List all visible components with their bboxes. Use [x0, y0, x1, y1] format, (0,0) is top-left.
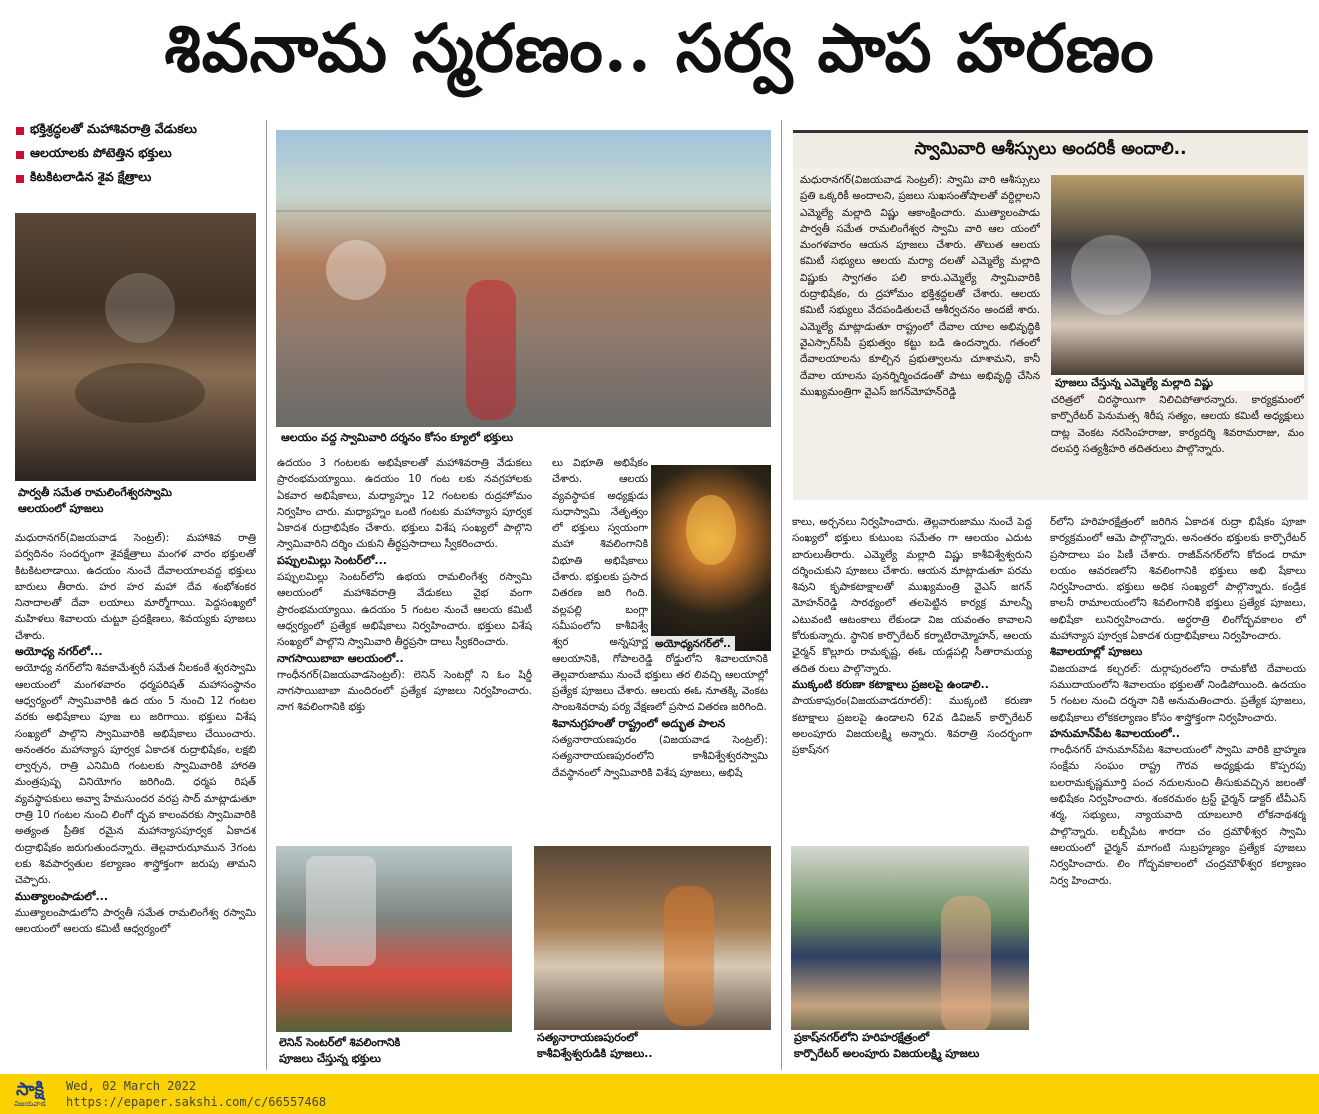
highlight-item [16, 169, 256, 188]
footer-meta [60, 1078, 326, 1110]
highlight-text: ఆలయాలకు పోటెత్తిన భక్తులు [30, 145, 172, 160]
article-paragraph: చరిత్రలో చిరస్థాయిగా నిలిచిపోతారన్నారు. కార్యక్రమంలో కార్పొరేటర్‌ పెనుమత్స శిరీష సత్యం, ఆలయ కమిటీ అధ్యక్షులు దాట్ల వెంకట నరసింహరాజు, కార్యదర్శి శివరామరాజు, మం దలపర్తి సత్యశ్రీహరి తదితరులు పాల్గొన్నారు. [1051, 394, 1304, 455]
caption-line: కాశీవిశ్వేశ్వరుడికి పూజలు.. [537, 1047, 653, 1060]
footer-bar [0, 1074, 1319, 1114]
sakshi-logo[interactable] [0, 1074, 60, 1114]
caption-line: ఆలయంలో పూజలు [18, 502, 104, 515]
article-paragraph: మధురానగర్‌(విజయవాడ సెంట్రల్‌): మహాశివ రాత్రి పర్వదినం సందర్భంగా శైవక్షేత్రాలు మంగళ వారం భక్తులతో కిటకిటలాడాయి. ఉదయం నుంచే దేవాలయాలవద్ద భక్తులు బారులు తీరారు. హర హర మహా దేవ శంభోశంకర నినాదాలతో దేవా లయాలు మార్మోగాయి. పెద్దసంఖ్యలో మహిళలు శివాలయ చుట్టూ ప్రదక్షిణలు, శివయ్యకు పూజలు చేశారు. [15, 532, 256, 642]
photo-caption [534, 1030, 771, 1062]
article-paragraph: మధురానగర్‌(విజయవాడ సెంట్రల్‌): స్వామి వారి ఆశీస్సులు ప్రతి ఒక్కరికీ అందాలని, ప్రజలు సుఖసంతోషాలతో వర్ధిల్లాలని ఎమ్మెల్యే మల్లాది విష్ణు ఆకాంక్షించారు. ముత్యాలంపాడు పార్వతీ సమేత రామలింగేశ్వర స్వామి వారి ఆల యంలో మంగళవారం ఆయన పూజలు చేశారు. తొలుత ఆలయ కమిటీ సభ్యులు ఆలయ మర్యా దలతో ఎమ్మెల్యే మల్లాది విష్ణుకు స్వాగతం పలి కారు.ఎమ్మెల్యే స్వామివారికి రుద్రాభిషేకం, రు ద్రహోమం భక్తిశ్రద్ధలతో చేశారు. ఆలయ కమిటీ సభ్యులు వేదపండితులచే ఆశీర్వచనం అందజే శారు. ఎమ్మెల్యే మాట్లాడుతూ రాష్ట్రంలో దేవాల యాల అభివృద్ధికి వైఎస్సార్‌సీపీ ప్రభుత్వం కట్టు బడి ఉందన్నారు. గతంలో దేవాలయాలను కూల్చిన ప్రభుత్వాలను చూశామని, కానీ దేవాల యాలను పునర్నిర్మించడంతో పాటు అభివృద్ధి చేసిన ముఖ్యమంత్రిగా వైఎస్‌ జగన్‌మోహన్‌రెడ్డి [800, 174, 1040, 398]
article-paragraph: విజయవాడ కల్చరల్‌: దుర్గాపురంలోని రామకోటి దేవాలయ సముదాయంలోని శివాలయం భక్తులతో నిండిపోయింది. ఉదయం 5 గంటల నుంచి దర్శనా నికి అనుమతించారు. ప్రత్యేక పూజలు, అభిషేకాలు లోకకల్యాణం కోసం శాస్త్రోక్తంగా నిర్వహించారు. [1050, 662, 1306, 724]
edition-date: Wed, 02 March 2022 [66, 1079, 197, 1093]
article-paragraph: కాలు, అర్చనలు నిర్వహించారు. తెల్లవారుజాము నుంచే పెద్ద సంఖ్యలో భక్తులు కుటుంబ సమేతం గా ఆలయం ఎదుట బారులుతీరారు. ఎమ్మెల్యే మల్లాది విష్ణు కాశీవిశ్వేశ్వరుని దర్శించుకుని పూజలు చేశారు. ఆయన మాట్లాడుతూ పరమ శివుని కృపాకటాక్షాలతో ముఖ్యమంత్రి వైఎస్‌ జగన్‌ మోహన్‌రెడ్డి సారథ్యంలో తలపెట్టిన కార్యక్ర మాలన్నీ ఎటువంటి ఆటంకాలు లేకుండా విజ యవంతం కావాలని కోరుకున్నారు. స్థానిక కార్పొరేటర్‌ కర్నాటిరామ్మోహన్, ఆలయ ఛైర్మన్‌ కొల్లూరు రామకృష్ణ, ఈఓ యడ్లపల్లి సీతారామయ్య తదిత రులు పాల్గొన్నారు. [792, 516, 1032, 675]
article-column [277, 455, 532, 840]
article-subhead: ముక్కంటి కరుణా కటాక్షాలు ప్రజలపై ఉండాలి.. [792, 677, 989, 691]
article-column [15, 530, 256, 1070]
caption-line: సత్యనారాయణపురంలో [537, 1031, 638, 1044]
highlights-list [16, 121, 256, 193]
bullet-icon [16, 175, 24, 183]
photo-caption: అయోధ్యనగర్‌లో.. [651, 636, 735, 652]
mla-puja-photo [1051, 175, 1304, 375]
article-paragraph: అయోధ్య నగర్‌లోని శివకామేశ్వరీ సమేత నీలకంఠే శ్వరస్వామి ఆలయంలో మంగళవారం ధర్మపరిషత్‌ మహాసంస్థానం ఆధ్వర్యంలో స్వామివారికి ఉద యం 5 నుంచి 12 గంటల వరకు అభిషేకాలు పూజ లు జరిగాయి. భక్తులు విశేష సంఖ్యలో పాల్గొని స్వామివారికి అభిషేకాలు చేయించారు. అనంతరం మహాన్యాస పూర్వక ఏకాదశ రుద్రాభిషేకం, లక్షబి ల్వార్చన, రాత్రి ఎనిమిది గంటలకు స్వామివారికి హారతి మంత్రపుష్ప వినియోగం జరిగింది. ధర్మప రిషత్‌ వ్యవస్థాపకులు అవ్వా హేమసుందర వరప్ర సాద్‌ మాట్లాడుతూ రాత్రి 10 గంటల నుంచి లింగో ద్భవ కాలంవరకు స్వామివారికి అత్యంత ప్రీతిక రమైన మహాన్యాసపూర్వక ఏకాదశ రుద్రాభిషేకం జరుగుతుందన్నారు. తెల్లవారుఝామున 3గంట లకు శివపార్వతుల కల్యాణం శాస్త్రోక్తంగా జరుపు తామని చెప్పారు. [15, 662, 256, 887]
article-subhead: ముత్యాలంపాడులో... [15, 889, 109, 903]
article-paragraph: ర్‌లోని హరిహరక్షేత్రంలో జరిగిన ఏకాదశ రుద్రా భిషేకం పూజా కార్యక్రమంలో ఆమె పాల్గొన్నారు. అనంతరం భక్తులకు కార్పొరేటర్‌ ప్రసాదాలు పం పిణీ చేశారు. రాజీవ్‌నగర్‌లోని కోదండ రామా లయం ఆవరణలోని శివలింగానికి భక్తులు అభి షేకాలు నిర్వహించారు. భక్తులు అధిక సంఖ్యలో పాల్గొన్నారు. కండ్రిక కాలనీ రామాలయంలోని శివలింగానికి భక్తులు ప్రత్యేక పూజలు, అభిషేకా లునిర్వహించారు. అర్ధరాత్రి లింగోద్భవకాలం లో మహాన్యాస పూర్వక ఏకాదశ రుద్రాభిషేకాలు నిర్వహించారు. [1050, 516, 1306, 643]
article-paragraph: గాంధీనగర్‌(విజయవాడసెంట్రల్‌): లెనిన్‌ సెంటర్లో ని ఓం షిర్డీ నాగసాయిబాబా మందిరంలో ప్రత్యేక పూజలు నిర్వహించారు. నాగ శివలింగానికి భక్తు [277, 668, 532, 714]
highlight-text: భక్తిశ్రద్ధలతో మహాశివరాత్రి వేడుకలు [30, 121, 197, 136]
satyanarayanapuram-photo [534, 846, 771, 1046]
photo-caption [791, 1030, 1041, 1062]
hariharakshetram-photo [791, 846, 1029, 1046]
article-paragraph: పాయకాపురం(విజయవాడరూరల్‌): ముక్కంటి కరుణా కటాక్షాలు ప్రజలపై ఉండాలని 62వ డివిజన్‌ కార్పొరేటర్‌ అలంపూరు విజయలక్ష్మి అన్నారు. శివరాత్రి సందర్భంగా ప్రకాష్‌నగ [792, 695, 1032, 757]
article-paragraph: ఉదయం 3 గంటలకు అభిషేకాలతో మహాశివరాత్రి వేడుకలు ప్రారంభమయ్యాయి. ఉదయం 10 గంట లకు నవగ్రహాలకు ఏకవార అభిషేకాలు, మధ్యాహ్నం 12 గంటలకు రుద్రహోమం నిర్వహిం చారు. మధ్యాహ్నం ఒంటి గంటకు మహాన్యాస పూర్వక ఏకాదశ రుద్రాభిషేకం చేశారు. భక్తులు విశేష సంఖ్యలో పాల్గొని స్వామివారిని దర్శిం చుకుని తీర్థప్రసాదాలు స్వీకరించారు. [277, 457, 532, 551]
boxed-story-text [800, 172, 1040, 497]
boxed-story-text [1051, 392, 1304, 497]
photo-caption [276, 1035, 516, 1067]
article-subhead: శివాలయాల్లో పూజలు [1050, 645, 1143, 659]
article-column [1050, 514, 1306, 1069]
logo-subtext: విజయవాడ [14, 1100, 46, 1108]
devotees-queue-photo [276, 130, 771, 427]
article-subhead: పప్పులమిల్లు సెంటర్‌లో... [277, 553, 387, 567]
caption-line: ప్రకాష్‌నగర్‌లోని హరిహరక్షేత్రంలో [794, 1031, 930, 1044]
highlight-item [16, 145, 256, 164]
photo-caption [15, 485, 256, 517]
lenin-center-photo [276, 846, 512, 1032]
article-subhead: నాగసాయిబాబా ఆలయంలో.. [277, 651, 404, 665]
article-paragraph: ముత్యాలంపాడులోని పార్వతీ సమేత రామలింగేశ్వ రస్వామి ఆలయంలో ఆలయ కమిటీ ఆధ్వర్యంలో [15, 906, 256, 936]
photo-caption: ఆలయం వద్ద స్వామివారి దర్శనం కోసం క్యూలో భక్తులు [278, 430, 771, 446]
shivalingam-photo [651, 465, 771, 651]
box-headline: స్వామివారి ఆశీస్సులు అందరికీ అందాలి.. [793, 130, 1308, 168]
highlight-item [16, 121, 256, 140]
temple-abhishekam-photo [15, 213, 256, 481]
article-paragraph: సత్యనారాయణపురం (విజయవాడ సెంట్రల్‌): సత్యనారాయణపురంలోని కాశీవిశ్వేశ్వరస్వామి దేవస్థానంలో స్వామివారికి విశేష పూజలు, అభిషే [552, 734, 768, 779]
epaper-url[interactable]: https://epaper.sakshi.com/c/66557468 [66, 1095, 327, 1109]
logo-text: సాక్షి [16, 1079, 44, 1100]
caption-line: లెనిన్‌ సెంటర్‌లో శివలింగానికి [279, 1036, 401, 1049]
article-paragraph: లు విభూతి అభిషేకం చేశారు. ఆలయ వ్యవస్థాపక అధ్యక్షుడు సుధాస్వామి నేతృత్వం లో భక్తులు స్వయంగా మహా శివలింగానికి విభూతి అభిషేకాలు చేశారు. భక్తులకు ప్రసాద వితరణ జరి గింది. వల్లపల్లి బంగ్లా సమీపంలోని కాశీవిశ్వే శ్వర అన్నపూర్ణ ఆలయానికి, గోపాలరెడ్డి రోడ్డులోని శివాలయానికి తెల్లవారుజాము నుంచే భక్తులు తర లివచ్చి ఆలయాల్లో ప్రత్యేక పూజలు చేశారు. ఆలయ ఈఓ నూతక్కి వెంకట సాంబశివరావు పర్య వేక్షణలో ప్రసాద వితరణ జరిగింది. [552, 457, 768, 714]
highlight-text: కిటకిటలాడిన శైవ క్షేత్రాలు [30, 169, 152, 184]
article-column [792, 514, 1032, 839]
article-paragraph: గాంధీనగర్‌ హనుమాన్‌పేట శివాలయంలో స్వామి వారికి బ్రాహ్మణ సంక్షేమ సంఘం రాష్ట్ర గౌరవ అధ్యక్షుడు కొప్పరపు బలరామకృష్ణమూర్తి పంచ నదులనుంచి తీసుకువచ్చిన జలంతో అభిషేకం నిర్వహించారు. శంకరమఠం ట్రస్ట్‌ ఛైర్మన్‌ డాక్టర్‌ టీవీఎస్‌ శర్మ, సభ్యులు, న్యాయవాది యాబలూరి లోకనాథశర్మ పాల్గొన్నారు. లబ్బీపేట శారదా చం ద్రమౌళీశ్వర స్వామి ఆలయంలో ఛైర్మన్‌ మాగంటి సుబ్రహ్మణ్యం ప్రత్యేక పూజలు నిర్వహించారు. లిం గోద్భవకాలంలో చంద్రమౌళీశ్వర కల్యాణం నిర్వ హించారు. [1050, 744, 1306, 887]
article-paragraph: పప్పులమిల్లు సెంటర్‌లోని ఉభయ రామలింగేశ్వ రస్వామి ఆలయంలో మహాశివరాత్రి వేడుకలు వైభ వంగా ప్రారంభమయ్యాయి. ఉదయం 5 గంటల నుంచే ఆలయ కమిటీ ఆధ్వర్యంలో ప్రత్యేక అభిషేకాలు నిర్వహించారు. భక్తులు విశేష సంఖ్యలో పాల్గొని స్వామివారి తీర్థప్రసా దాలు స్వీకరించారు. [277, 571, 532, 649]
bullet-icon [16, 127, 24, 135]
article-subhead: హనుమాన్‌పేట శివాలయంలో.. [1050, 726, 1180, 740]
bullet-icon [16, 151, 24, 159]
caption-line: పార్వతీ సమేత రామలింగేశ్వరస్వామి [18, 486, 173, 499]
caption-line: కార్పొరేటర్‌ అలంపూరు విజయలక్ష్మి పూజలు [794, 1047, 980, 1060]
article-subhead: అయోధ్య నగర్‌లో... [15, 645, 103, 659]
article-subhead: శివానుగ్రహంతో రాష్ట్రంలో అద్భుత పాలన [552, 716, 726, 730]
photo-caption: పూజలు చేస్తున్న ఎమ్మెల్యే మల్లాది విష్ణు [1051, 375, 1304, 391]
caption-line: పూజలు చేస్తున్న భక్తులు [279, 1052, 381, 1065]
page-headline: శివనామ స్మరణం.. సర్వ పాప హరణం [164, 9, 1155, 87]
